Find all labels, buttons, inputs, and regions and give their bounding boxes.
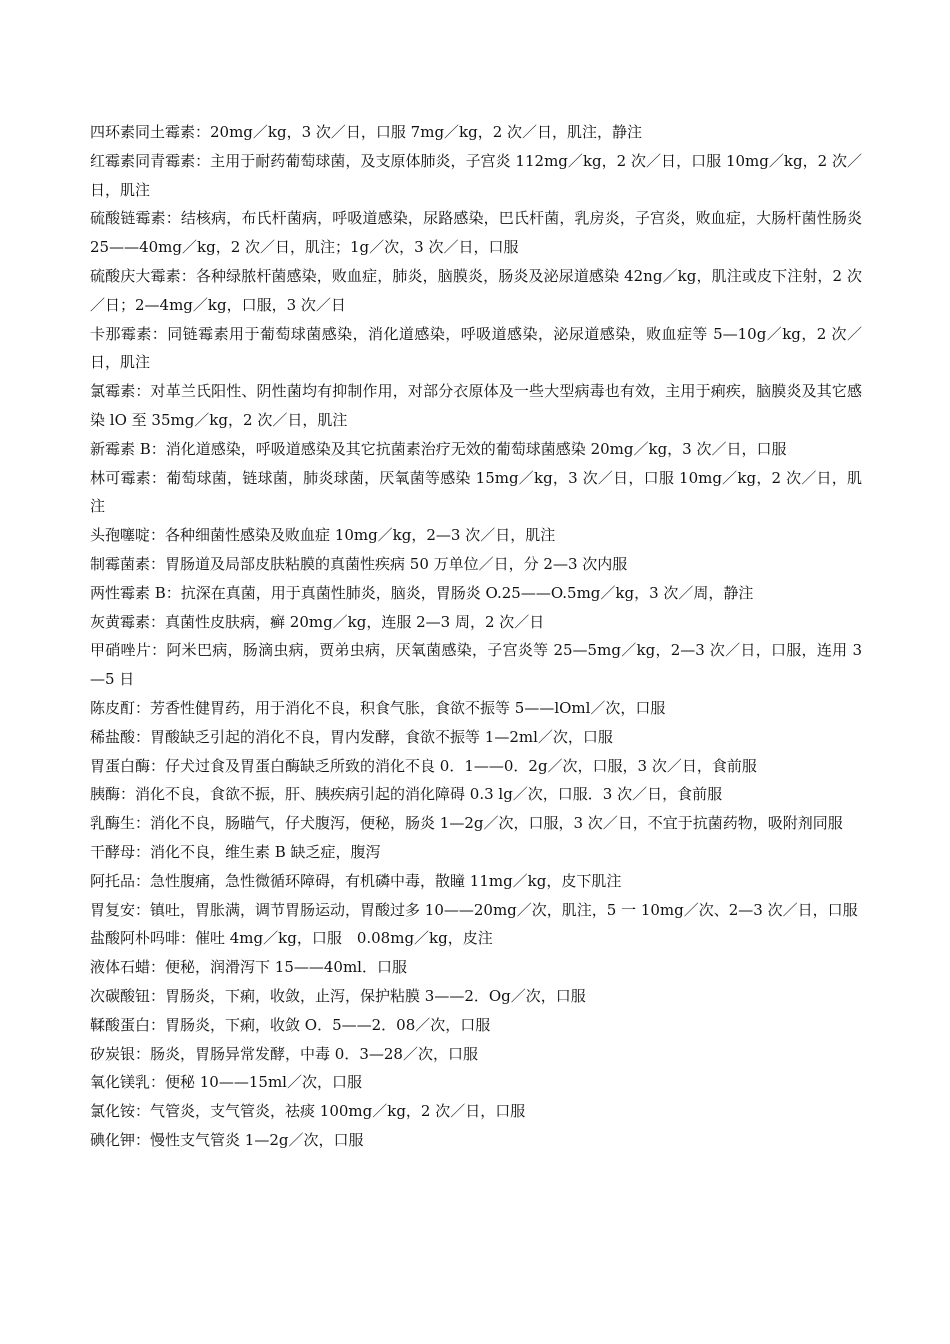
document-body [90, 118, 862, 1155]
drug-entry: 新霉素 B：消化道感染，呼吸道感染及其它抗菌素治疗无效的葡萄球菌感染 20mg／kg，3 次／日，口服 [90, 439, 787, 458]
drug-entry: 胃蛋白酶：仔犬过食及胃蛋白酶缺乏所致的消化不良 0．1——0．2g／次，口服，3 次／日，食前服 [90, 756, 757, 775]
drug-entry: 硫酸庆大霉素：各种绿脓杆菌感染，败血症，肺炎，脑膜炎，肠炎及泌尿道感染 42ng／kg，肌注或皮下注射，2 次／日；2—4mg／kg，口服，3 次／日 [90, 266, 862, 314]
drug-entry: 红霉素同青霉素：主用于耐药葡萄球菌，及支原体肺炎，子宫炎 112mg／kg，2 次／日，口服 10mg／kg，2 次／日，肌注 [90, 151, 862, 199]
drug-entry: 灰黄霉素：真菌性皮肤病，癣 20mg／kg，连服 2—3 周，2 次／日 [90, 612, 545, 631]
drug-entry: 两性霉素 B：抗深在真菌，用于真菌性肺炎，脑炎，胃肠炎 O.25——O.5mg／kg，3 次／周，静注 [90, 583, 754, 602]
drug-entry: 碘化钾：慢性支气管炎 1—2g／次，口服 [90, 1130, 364, 1149]
drug-entry: 硫酸链霉素：结核病，布氏杆菌病，呼吸道感染，尿路感染，巴氏杆菌，乳房炎，子宫炎，败血症，大肠杆菌性肠炎 25——40mg／kg，2 次／日，肌注；1g／次，3 次／日，口服 [90, 209, 862, 257]
drug-entry: 氧化镁乳：便秘 10——15ml／次，口服 [90, 1073, 362, 1092]
drug-entry: 氯化铵：气管炎，支气管炎，祛痰 100mg／kg，2 次／日，口服 [90, 1102, 526, 1121]
drug-entry: 次碳酸钮：胃肠炎，下痢，收敛，止泻，保护粘膜 3——2．Og／次，口服 [90, 986, 586, 1005]
drug-entry: 盐酸阿朴吗啡：催吐 4mg／kg，口服 0.08mg／kg，皮注 [90, 929, 493, 948]
drug-entry: 干酵母：消化不良，维生素 B 缺乏症，腹泻 [90, 842, 381, 861]
drug-entry: 稀盐酸：胃酸缺乏引起的消化不良，胃内发酵，食欲不振等 1—2ml／次，口服 [90, 727, 613, 746]
drug-entry: 制霉菌素：胃肠道及局部皮肤粘膜的真菌性疾病 50 万单位／日，分 2—3 次内服 [90, 554, 628, 573]
drug-entry: 矽炭银：肠炎，胃肠异常发酵，中毒 0．3—28／次，口服 [90, 1044, 478, 1063]
drug-entry: 陈皮酊：芳香性健胃药，用于消化不良，积食气胀，食欲不振等 5——lOml／次，口服 [90, 698, 666, 717]
drug-entry: 林可霉素：葡萄球菌，链球菌，肺炎球菌，厌氧菌等感染 15mg／kg，3 次／日，口服 10mg／kg，2 次／日，肌注 [90, 468, 862, 516]
drug-entry: 阿托品：急性腹痛，急性微循环障碍，有机磷中毒，散瞳 11mg／kg，皮下肌注 [90, 871, 622, 890]
drug-entry: 卡那霉素：同链霉素用于葡萄球菌感染，消化道感染，呼吸道感染，泌尿道感染，败血症等 5—10g／kg，2 次／日，肌注 [90, 324, 862, 372]
drug-entry: 四环素同土霉素：20mg／kg，3 次／日，口服 7mg／kg，2 次／日，肌注，静注 [90, 123, 643, 141]
drug-entry: 胃复安：镇吐，胃胀满，调节胃肠运动，胃酸过多 10——20mg／次，肌注，5 一 10mg／次、2—3 次／日，口服 [90, 900, 858, 919]
drug-entry: 胰酶：消化不良，食欲不振，肝、胰疾病引起的消化障碍 0.3 lg／次，口服．3 次／日，食前服 [90, 785, 723, 804]
drug-entry: 氯霉素：对革兰氏阳性、阴性菌均有抑制作用，对部分衣原体及一些大型病毒也有效，主用于痢疾，脑膜炎及其它感染 lO 至 35mg／kg，2 次／日，肌注 [90, 382, 862, 429]
drug-entry: 液体石蜡：便秘，润滑泻下 15——40ml．口服 [90, 958, 407, 977]
drug-entry: 乳酶生：消化不良，肠瞄气，仔犬腹泻，便秘，肠炎 1—2g／次，口服，3 次／日，不宜于抗菌药物，吸附剂同服 [90, 814, 843, 833]
drug-entry: 鞣酸蛋白：胃肠炎，下痢，收敛 O．5——2．08／次，口服 [90, 1015, 491, 1034]
drug-entry: 头孢噻啶：各种细菌性感染及败血症 10mg／kg，2—3 次／日，肌注 [90, 526, 556, 545]
drug-entry: 甲硝唑片：阿米巴病，肠滴虫病，贾弟虫病，厌氧菌感染，子宫炎等 25—5mg／kg，2—3 次／日，口服，连用 3—5 日 [90, 641, 862, 689]
